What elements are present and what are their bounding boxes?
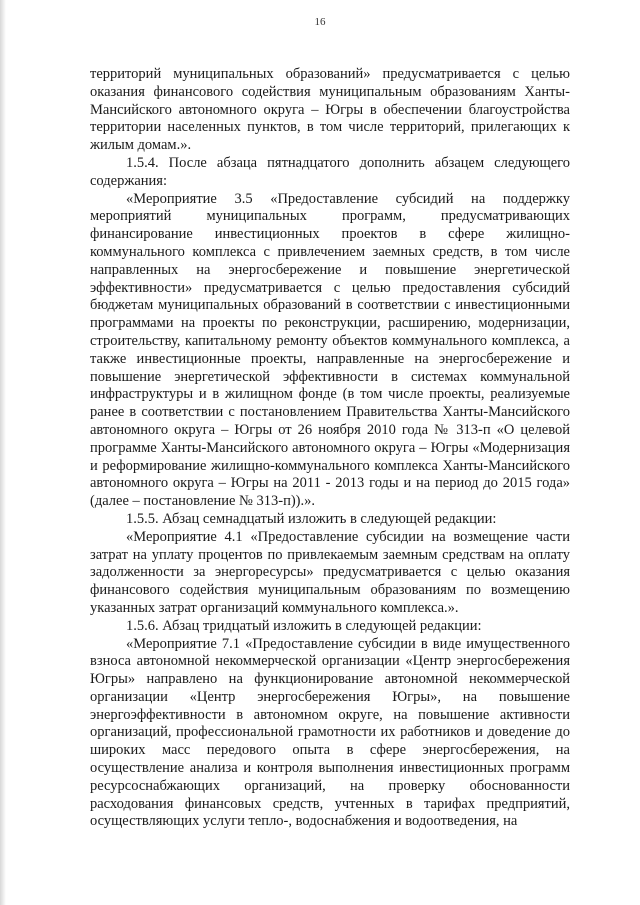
paragraph-measure-3-5: «Мероприятие 3.5 «Предоставление субсидий на поддержку мероприятий муниципальных программ, предусматривающих финансирование инвестиционных проектов в сфере жилищно-коммунального комплекса с привлечением заемных средств, в том числе направленных на энергосбережение и повышение энергетической эффективности» предусматривается с целью предоставления субсидий бюджетам муниципальных образований в соответствии с инвестиционными программами на проекты по реконструкции, расширению, модернизации, строительству, капитальному ремонту объектов коммунального комплекса, а также инвестиционные проекты, направленные на энергосбережение и повышение энергетической эффективности в системах коммунальной инфраструктуры и в жилищном фонде (в том числе проекты, реализуемые ранее в соответствии с постановлением Правительства Ханты-Мансийского автономного округа – Югры от 26 ноября 2010 года № 313-п «О целевой программе Ханты-Мансийского автономного округа – Югры «Модернизация и реформирование жилищно-коммунального комплекса Ханты-Мансийского автономного округа – Югры на 2011 - 2013 годы и на период до 2015 года» (далее – постановление № 313-п)).». — [90, 190, 570, 510]
paragraph-continuation: территорий муниципальных образований» предусматривается с целью оказания финансового содействия муниципальным образованиям Ханты-Мансийского автономного округа – Югры в обеспечении благоустройства территории населенных пунктов, в том числе территорий, прилегающих к жилым домам.». — [90, 66, 570, 154]
page-number: 16 — [314, 16, 326, 28]
paragraph-item-1-5-6: 1.5.6. Абзац тридцатый изложить в следующей редакции: — [126, 617, 482, 634]
document-body — [90, 66, 570, 831]
paragraph-item-1-5-5: 1.5.5. Абзац семнадцатый изложить в следующей редакции: — [126, 510, 497, 527]
paragraph-measure-4-1: «Мероприятие 4.1 «Предоставление субсидии на возмещение части затрат на уплату процентов по привлекаемым заемным средствам на оплату задолженности за энергоресурсы» предусматривается с целью оказания финансового содействия муниципальным образованиям по возмещению указанных затрат организаций коммунального комплекса.». — [90, 528, 570, 616]
paragraph-measure-7-1: «Мероприятие 7.1 «Предоставление субсидии в виде имущественного взноса автономной некоммерческой организации «Центр энергосбережения Югры» направлено на функционирование автономной некоммерческой организации «Центр энергосбережения Югры», на повышение энергоэффективности в автономном округе, на повышение активности организаций, профессиональной грамотности их работников и доведение до широких масс передового опыта в сфере энергосбережения, на осуществление анализа и контроля выполнения инвестиционных программ ресурсоснабжающих организаций, на проверку обоснованности расходования финансовых средств, учтенных в тарифах предприятий, осуществляющих услуги тепло-, водоснабжения и водоотведения, на — [90, 635, 570, 830]
paragraph-item-1-5-4: 1.5.4. После абзаца пятнадцатого дополнить абзацем следующего содержания: — [90, 154, 570, 189]
scan-edge-shadow — [0, 0, 6, 905]
